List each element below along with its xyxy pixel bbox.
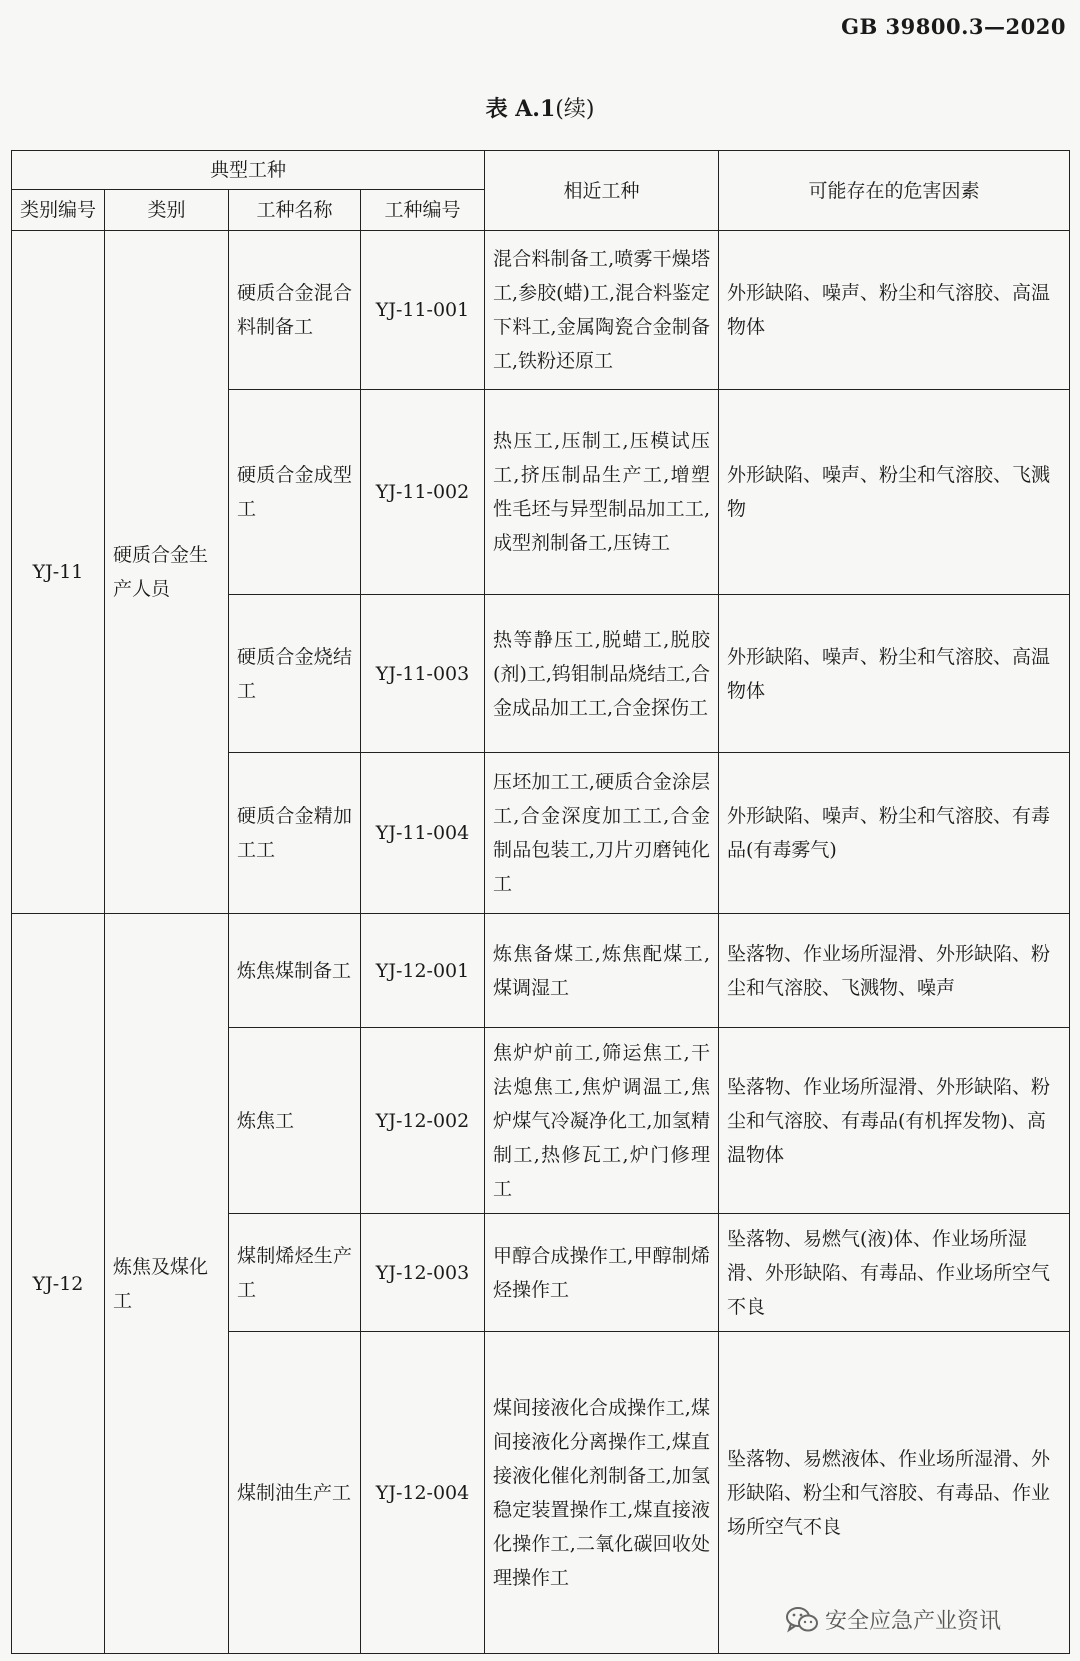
- similar-jobs-cell: 热压工,压制工,压模试压工,挤压制品生产工,增塑性毛坯与异型制品加工工,成型剂制备工,压铸工: [485, 390, 719, 595]
- job-name-cell: 煤制烯烃生产工: [229, 1214, 361, 1332]
- table-title: [0, 92, 1080, 123]
- header-typical-jobs: 典型工种: [12, 151, 485, 190]
- job-code-cell: YJ-12-004: [361, 1332, 485, 1654]
- table-title-continued: (续): [555, 97, 595, 122]
- table-row: [12, 914, 1070, 1028]
- hazards-cell: 外形缺陷、噪声、粉尘和气溶胶、飞溅物: [719, 390, 1070, 595]
- job-code-cell: YJ-11-003: [361, 595, 485, 753]
- job-code-cell: YJ-12-002: [361, 1028, 485, 1214]
- similar-jobs-cell: 炼焦备煤工,炼焦配煤工,煤调湿工: [485, 914, 719, 1028]
- similar-jobs-cell: 混合料制备工,喷雾干燥塔工,参胶(蜡)工,混合料鉴定下料工,金属陶瓷合金制备工,铁粉还原工: [485, 231, 719, 390]
- category-code-cell: YJ-12: [12, 914, 105, 1654]
- similar-jobs-cell: 焦炉炉前工,筛运焦工,干法熄焦工,焦炉调温工,焦炉煤气冷凝净化工,加氢精制工,热修瓦工,炉门修理工: [485, 1028, 719, 1214]
- header-job-name: 工种名称: [229, 190, 361, 231]
- header-job-code: 工种编号: [361, 190, 485, 231]
- category-cell: 硬质合金生产人员: [105, 231, 229, 914]
- job-name-cell: 煤制油生产工: [229, 1332, 361, 1654]
- hazards-cell: 坠落物、作业场所湿滑、外形缺陷、粉尘和气溶胶、有毒品(有机挥发物)、高温物体: [719, 1028, 1070, 1214]
- header-hazards: 可能存在的危害因素: [719, 151, 1070, 231]
- header-similar-jobs: 相近工种: [485, 151, 719, 231]
- category-cell: 炼焦及煤化工: [105, 914, 229, 1654]
- job-code-cell: YJ-12-001: [361, 914, 485, 1028]
- hazards-cell: 外形缺陷、噪声、粉尘和气溶胶、高温物体: [719, 231, 1070, 390]
- header-category: 类别: [105, 190, 229, 231]
- header-category-code: 类别编号: [12, 190, 105, 231]
- job-name-cell: 硬质合金成型工: [229, 390, 361, 595]
- hazards-cell: 坠落物、作业场所湿滑、外形缺陷、粉尘和气溶胶、飞溅物、噪声: [719, 914, 1070, 1028]
- hazards-cell: 坠落物、易燃液体、作业场所湿滑、外形缺陷、粉尘和气溶胶、有毒品、作业场所空气不良: [719, 1332, 1070, 1654]
- similar-jobs-cell: 热等静压工,脱蜡工,脱胶(剂)工,钨钼制品烧结工,合金成品加工工,合金探伤工: [485, 595, 719, 753]
- similar-jobs-cell: 甲醇合成操作工,甲醇制烯烃操作工: [485, 1214, 719, 1332]
- job-name-cell: 炼焦煤制备工: [229, 914, 361, 1028]
- similar-jobs-cell: 煤间接液化合成操作工,煤间接液化分离操作工,煤直接液化催化剂制备工,加氢稳定装置操作工,煤直接液化操作工,二氧化碳回收处理操作工: [485, 1332, 719, 1654]
- watermark: [785, 1604, 1001, 1635]
- job-code-cell: YJ-11-002: [361, 390, 485, 595]
- job-name-cell: 炼焦工: [229, 1028, 361, 1214]
- hazards-cell: 外形缺陷、噪声、粉尘和气溶胶、有毒品(有毒雾气): [719, 753, 1070, 914]
- table-title-label: 表 A.1: [485, 96, 556, 122]
- similar-jobs-cell: 压坯加工工,硬质合金涂层工,合金深度加工工,合金制品包装工,刀片刃磨钝化工: [485, 753, 719, 914]
- job-name-cell: 硬质合金混合料制备工: [229, 231, 361, 390]
- job-code-cell: YJ-11-004: [361, 753, 485, 914]
- hazard-table: [11, 150, 1070, 1654]
- job-code-cell: YJ-11-001: [361, 231, 485, 390]
- document-number: GB 39800.3—2020: [841, 14, 1066, 39]
- job-name-cell: 硬质合金烧结工: [229, 595, 361, 753]
- hazards-cell: 坠落物、易燃气(液)体、作业场所湿滑、外形缺陷、有毒品、作业场所空气不良: [719, 1214, 1070, 1332]
- watermark-text: 安全应急产业资讯: [825, 1609, 1002, 1634]
- wechat-icon: [785, 1605, 819, 1635]
- hazards-cell: 外形缺陷、噪声、粉尘和气溶胶、高温物体: [719, 595, 1070, 753]
- table-row: [12, 231, 1070, 390]
- job-code-cell: YJ-12-003: [361, 1214, 485, 1332]
- job-name-cell: 硬质合金精加工工: [229, 753, 361, 914]
- category-code-cell: YJ-11: [12, 231, 105, 914]
